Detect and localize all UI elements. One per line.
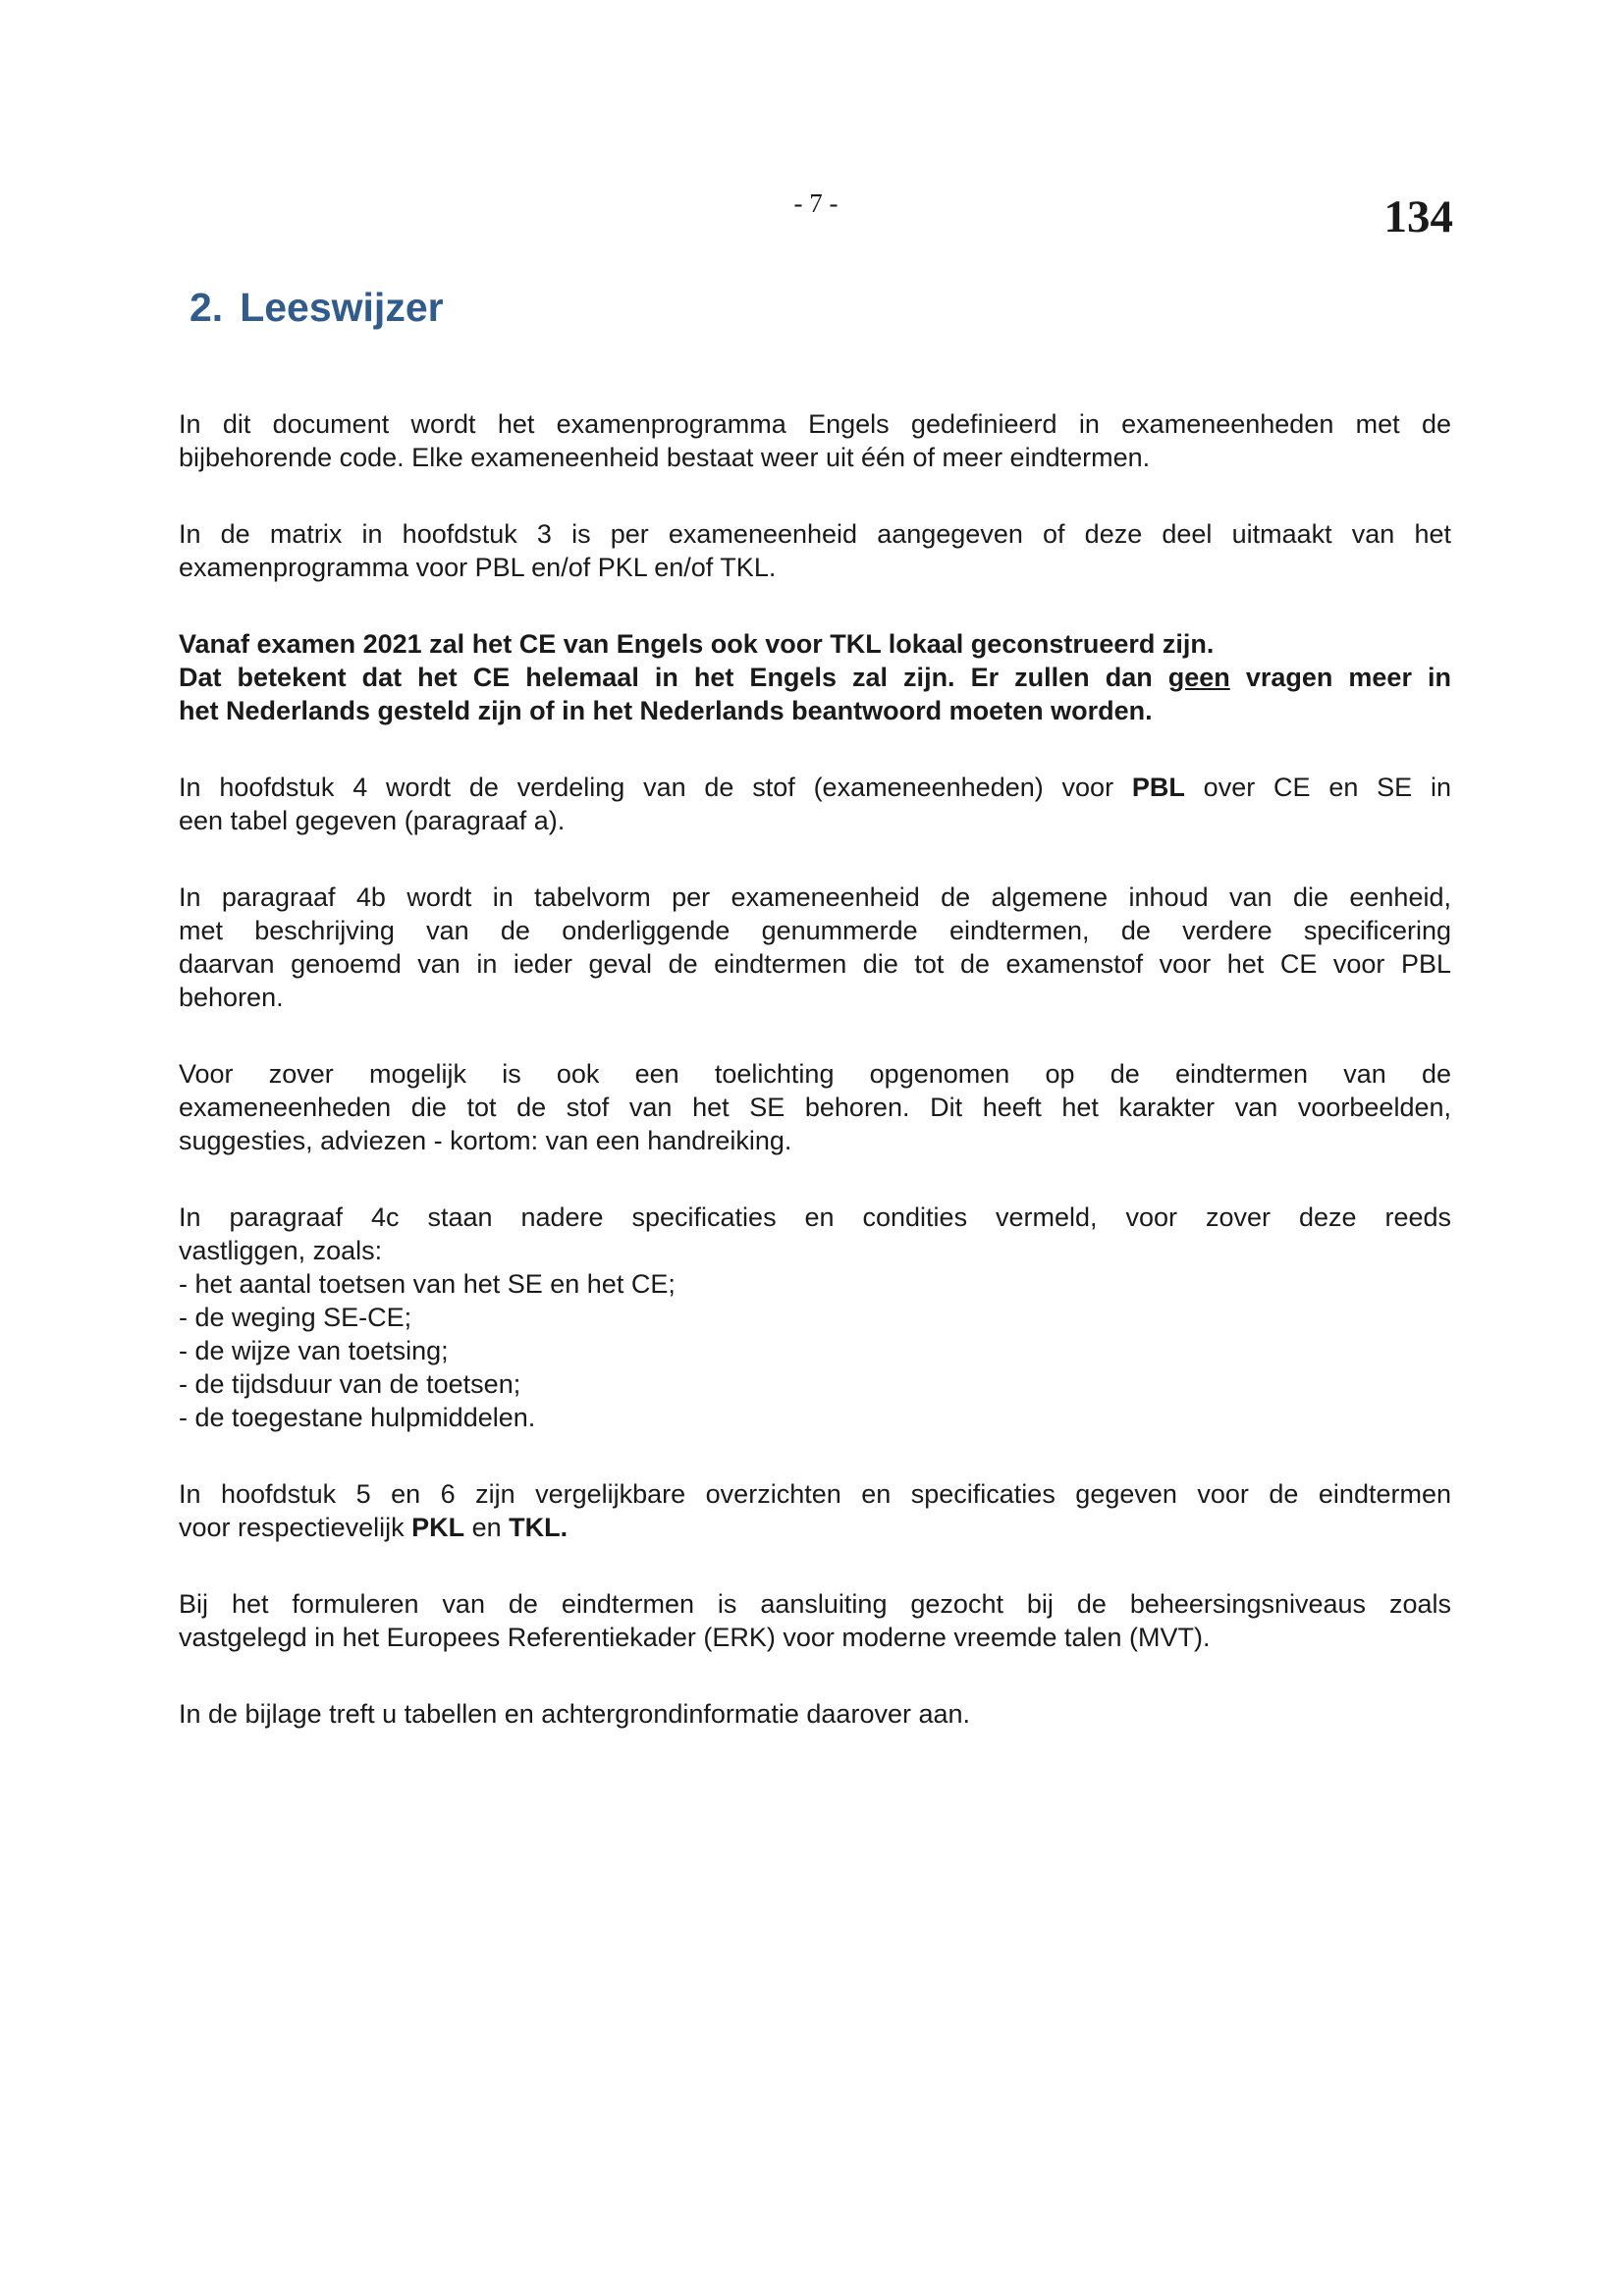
paragraph-4 — [179, 771, 1451, 837]
text-line — [179, 661, 1451, 694]
text-line: Vanaf examen 2021 zal het CE van Engels ook voor TKL lokaal geconstrueerd zijn. — [179, 629, 1215, 659]
text-line: In paragraaf 4c staan nadere specificaties en condities vermeld, voor zover deze reeds — [179, 1202, 1451, 1232]
text-line — [179, 771, 1451, 804]
text-line: Bij het formuleren van de eindtermen is aansluiting gezocht bij de beheersingsniveaus zoals — [179, 1589, 1451, 1619]
list-item: - de weging SE-CE; — [179, 1303, 412, 1332]
paragraph-8 — [179, 1477, 1451, 1544]
paragraph-9 — [179, 1587, 1451, 1654]
text-line: suggesties, adviezen - kortom: van een handreiking. — [179, 1126, 792, 1155]
text-segment: vragen meer in — [1229, 663, 1451, 692]
paragraph-7 — [179, 1201, 1451, 1434]
text-line: vastliggen, zoals: — [179, 1236, 383, 1265]
text-line: In paragraaf 4b wordt in tabelvorm per exameneenheid de algemene inhoud van die eenheid, — [179, 882, 1451, 912]
paragraph-5 — [179, 881, 1451, 1014]
text-segment: Dat betekent dat het CE helemaal in het Engels zal zijn. Er zullen dan — [179, 663, 1168, 692]
list-item: - het aantal toetsen van het SE en het CE; — [179, 1269, 676, 1299]
text-line: examenprogramma voor PBL en/of PKL en/of TKL. — [179, 553, 777, 582]
paragraph-2 — [179, 517, 1451, 584]
paragraph-6 — [179, 1057, 1451, 1157]
text-line: met beschrijving van de onderliggende genummerde eindtermen, de verdere specificering — [179, 916, 1451, 945]
text-line: In dit document wordt het examenprogramma Engels gedefinieerd in exameneenheden met de — [179, 409, 1451, 439]
text-segment: voor respectievelijk — [179, 1513, 412, 1542]
list-item: - de toegestane hulpmiddelen. — [179, 1403, 536, 1432]
paragraph-10 — [179, 1697, 1451, 1731]
text-segment: In hoofdstuk 4 wordt de verdeling van de stof (exameneenheden) voor — [179, 773, 1132, 802]
page-header — [179, 0, 1453, 265]
text-segment: en — [464, 1513, 510, 1542]
text-line: het Nederlands gesteld zijn of in het Nederlands beantwoord moeten worden. — [179, 696, 1153, 725]
text-line: daarvan genoemd van in ieder geval de eindtermen die tot de examenstof voor het CE voor PBL — [179, 949, 1451, 979]
text-line: Voor zover mogelijk is ook een toelichting opgenomen op de eindtermen van de — [179, 1059, 1451, 1089]
text-line: bijbehorende code. Elke exameneenheid bestaat weer uit één of meer eindtermen. — [179, 443, 1151, 472]
text-line: exameneenheden die tot de stof van het SE behoren. Dit heeft het karakter van voorbeelden, — [179, 1093, 1451, 1122]
bold-term: PBL — [1131, 773, 1185, 802]
list-item: - de wijze van toetsing; — [179, 1336, 449, 1365]
bold-term: PKL — [411, 1513, 465, 1542]
section-heading — [189, 284, 444, 331]
document-body — [179, 407, 1451, 1774]
text-line: vastgelegd in het Europees Referentiekader (ERK) voor moderne vreemde talen (MVT). — [179, 1623, 1211, 1652]
page-number: - 7 - — [793, 188, 839, 218]
text-line: In de matrix in hoofdstuk 3 is per exameneenheid aangegeven of deze deel uitmaakt van het — [179, 519, 1451, 549]
text-segment: over CE en SE in — [1184, 773, 1451, 802]
folio-number: 134 — [1383, 191, 1453, 242]
paragraph-1 — [179, 407, 1451, 474]
text-line: behoren. — [179, 983, 284, 1012]
list-item: - de tijdsduur van de toetsen; — [179, 1369, 521, 1399]
section-title: Leeswijzer — [240, 285, 444, 330]
text-line: In de bijlage treft u tabellen en achtergrondinformatie daarover aan. — [179, 1699, 971, 1729]
bold-term: TKL. — [509, 1513, 568, 1542]
text-line — [179, 1511, 1451, 1544]
underlined-word: geen — [1167, 663, 1230, 692]
text-line: een tabel gegeven (paragraaf a). — [179, 806, 566, 835]
paragraph-3 — [179, 627, 1451, 727]
text-line: In hoofdstuk 5 en 6 zijn vergelijkbare overzichten en specificaties gegeven voor de eindtermen — [179, 1479, 1451, 1509]
section-number: 2. — [189, 285, 224, 330]
